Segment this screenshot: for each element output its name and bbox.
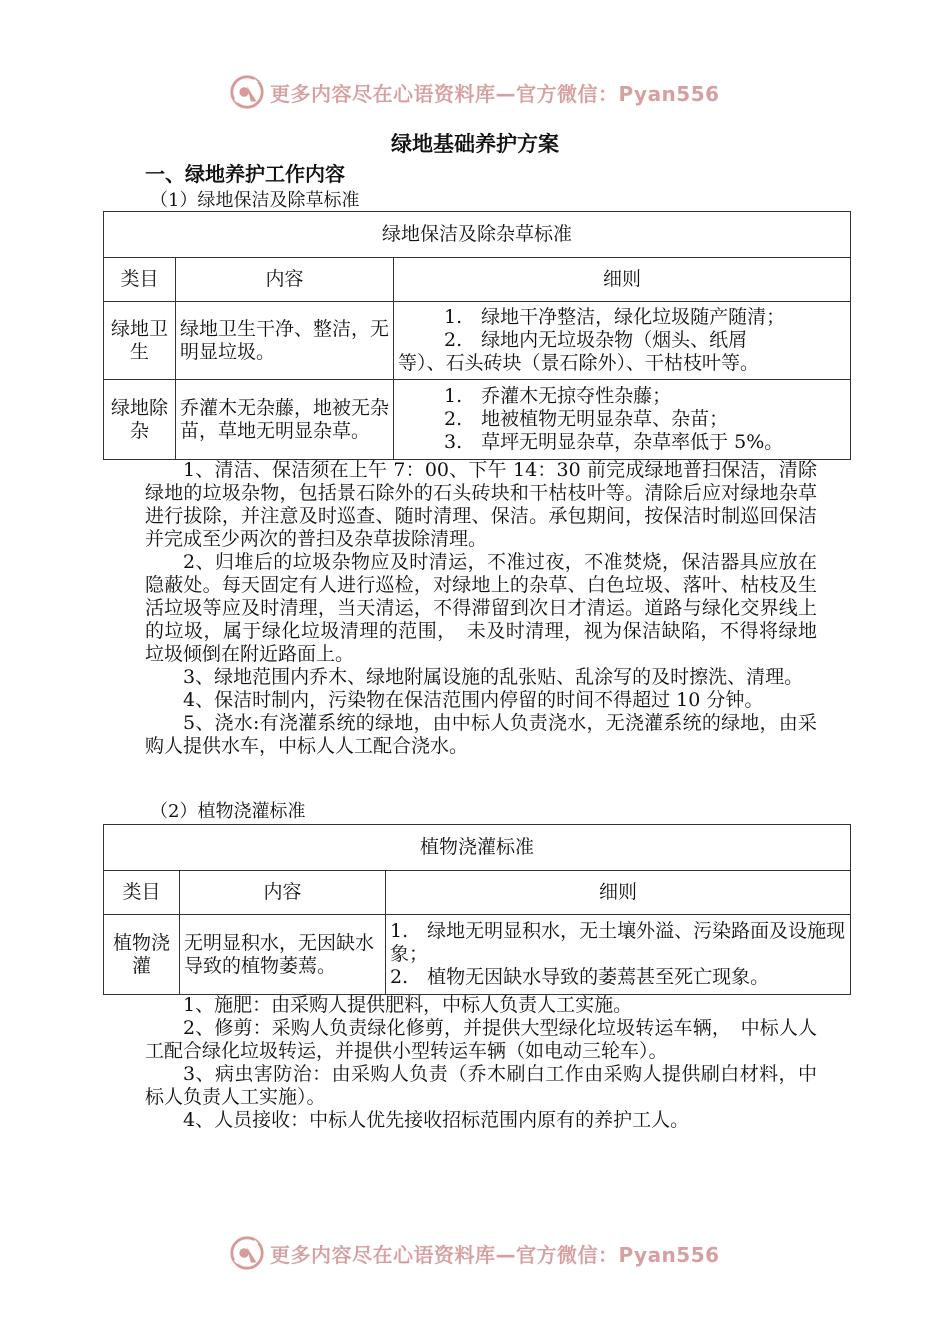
row-details: [386, 915, 851, 995]
detail-line: 1. 绿地无明显积水，无土壤外溢、污染路面及设施现象；: [390, 920, 846, 965]
paragraph: 2、归堆后的垃圾杂物应及时清运，不准过夜，不准焚烧，保洁器具应放在隐蔽处。每天固定有人进行巡检，对绿地上的杂草、白色垃圾、落叶、枯枝及生活垃圾等应及时清理，当天清运，不得滞留到次日才清运。道路与绿化交界线上的垃圾，属于绿化垃圾清理的范围， 未及时清理，视为保洁缺陷，不得将绿地垃圾倾倒在附近路面上。: [145, 551, 817, 665]
paragraph: 4、人员接收：中标人优先接收招标范围内原有的养护工人。: [183, 1109, 690, 1131]
column-header-content: 内容: [180, 871, 386, 915]
table-caption: 绿地保洁及除杂草标准: [104, 212, 851, 258]
table-row: [104, 915, 851, 995]
detail-line: 2. 地被植物无明显杂草、杂苗；: [444, 408, 729, 430]
watering-standard-table: [103, 824, 851, 995]
detail-line: 3. 草坪无明显杂草，杂草率低于 5%。: [444, 431, 784, 453]
row-content: 绿地卫生干净、整洁，无明显垃圾。: [176, 302, 394, 380]
column-header-content: 内容: [176, 258, 394, 302]
subsection-heading-1: （1）绿地保洁及除草标准: [150, 190, 360, 211]
document-title: 绿地基础养护方案: [391, 132, 559, 156]
banner-text: 更多内容尽在心语资料库—官方微信：Pyan556: [270, 81, 720, 106]
row-category: 绿地卫生: [104, 302, 176, 380]
maintenance-paragraphs: [145, 994, 817, 1132]
paragraph: 3、绿地范围内乔木、绿地附属设施的乱张贴、乱涂写的及时擦洗、清理。: [183, 666, 804, 688]
column-header-details: 细则: [394, 258, 851, 302]
paragraph: 1、施肥：由采购人提供肥料，中标人负责人工实施。: [183, 994, 633, 1016]
cleaning-paragraphs: [145, 459, 817, 758]
row-content: 乔灌木无杂藤，地被无杂苗，草地无明显杂草。: [176, 380, 394, 460]
subsection-heading-2: （2）植物浇灌标准: [150, 801, 306, 822]
footer-banner: [228, 1233, 720, 1273]
detail-line: 1. 绿地干净整洁，绿化垃圾随产随清；: [444, 306, 786, 328]
cleaning-standard-table: [103, 211, 851, 460]
row-category: 绿地除杂: [104, 380, 176, 460]
banner-text: 更多内容尽在心语资料库—官方微信：Pyan556: [270, 1242, 720, 1267]
paragraph: 5、浇水:有浇灌系统的绿地，由中标人负责浇水，无浇灌系统的绿地，由采购人提供水车，中标人人工配合浇水。: [145, 712, 817, 757]
paragraph: 1、清洁、保洁须在上午 7：00、下午 14：30 前完成绿地普扫保洁，清除绿地的垃圾杂物，包括景石除外的石头砖块和干枯枝叶等。清除后应对绿地杂草进行拔除，并注意及时巡查、随时清理、保洁。承包期间，按保洁时制巡回保洁并完成至少两次的普扫及杂草拔除清理。: [145, 459, 817, 550]
section-heading: 一、绿地养护工作内容: [145, 162, 345, 186]
detail-line: 1. 乔灌木无掠夺性杂藤；: [444, 385, 672, 407]
paragraph: 4、保洁时制内，污染物在保洁范围内停留的时间不得超过 10 分钟。: [183, 689, 764, 711]
paragraph: 3、病虫害防治：由采购人负责（乔木刷白工作由采购人提供刷白材料，中标人负责人工实施）。: [145, 1063, 817, 1108]
row-category: 植物浇灌: [104, 915, 180, 995]
logo-icon: [228, 1234, 266, 1272]
column-header-category: 类目: [104, 258, 176, 302]
column-header-category: 类目: [104, 871, 180, 915]
detail-line: 2. 绿地内无垃圾杂物（烟头、纸屑: [444, 329, 748, 351]
paragraph: 2、修剪：采购人负责绿化修剪，并提供大型绿化垃圾转运车辆， 中标人人工配合绿化垃圾转运，并提供小型转运车辆（如电动三轮车）。: [145, 1017, 817, 1062]
row-content: 无明显积水，无因缺水导致的植物萎蔫。: [180, 915, 386, 995]
detail-line: 等）、石头砖块（景石除外）、干枯枝叶等。: [398, 352, 760, 374]
detail-line: 2. 植物无因缺水导致的萎蔫甚至死亡现象。: [390, 966, 770, 988]
table-row: [104, 380, 851, 460]
table-row: [104, 302, 851, 380]
row-details: [394, 380, 851, 460]
column-header-details: 细则: [386, 871, 851, 915]
table-caption: 植物浇灌标准: [104, 825, 851, 871]
row-details: [394, 302, 851, 380]
header-banner: [228, 72, 720, 112]
logo-icon: [228, 73, 266, 111]
